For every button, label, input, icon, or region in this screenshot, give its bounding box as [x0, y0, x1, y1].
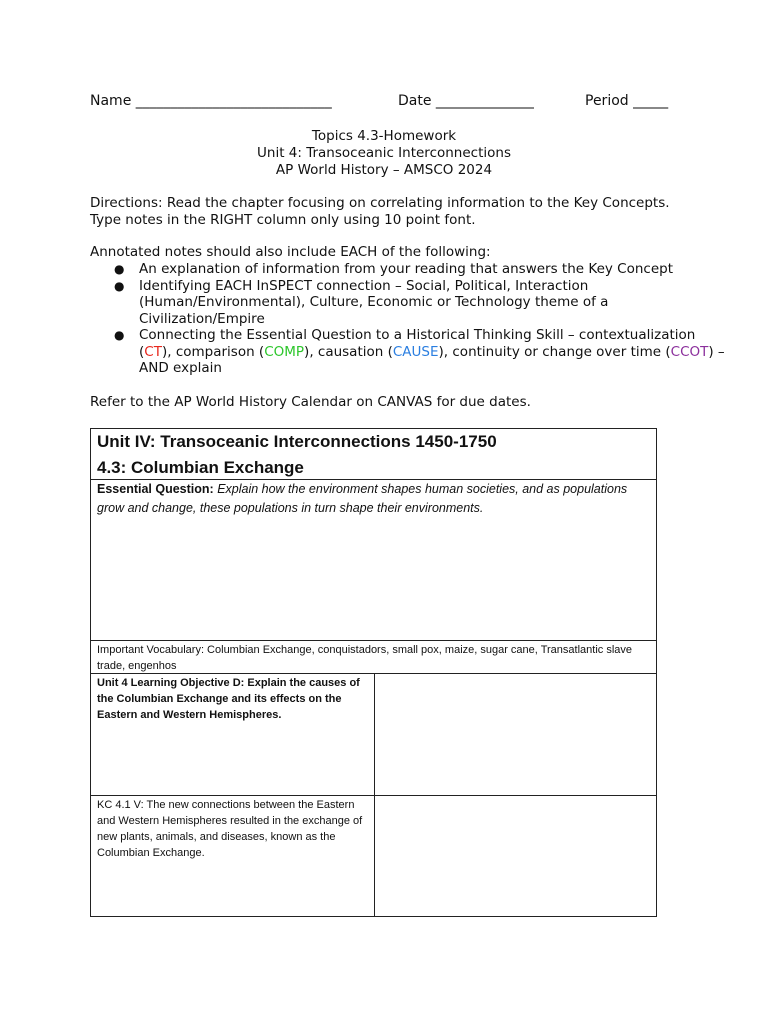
- key-concept-notes[interactable]: [380, 797, 652, 915]
- bullet-3-part-1: Connecting the Essential Question to a Historical Thinking Skill – contextualization (: [139, 327, 696, 360]
- date-label: Date: [398, 93, 432, 109]
- calendar-note: Refer to the AP World History Calendar on CANVAS for due dates.: [90, 394, 531, 410]
- period-blank[interactable]: _____: [633, 93, 669, 109]
- name-field[interactable]: [90, 92, 332, 110]
- eq-text: Explain how the environment shapes human societies, and as populations grow and change, these populations in turn shape their environments.: [97, 482, 628, 515]
- bullet-3-part-3: ), causation (: [304, 343, 393, 360]
- period-field[interactable]: [585, 92, 668, 110]
- bullet-text-1: An explanation of information from your reading that answers the Key Concept: [139, 261, 673, 277]
- bullet-3-part-4: ), continuity or change over time (: [438, 343, 671, 360]
- title-line-2: Unit 4: Transoceanic Interconnections: [257, 145, 511, 161]
- row-divider: [91, 640, 656, 641]
- date-field[interactable]: [398, 92, 534, 110]
- key-concept: KC 4.1 V: The new connections between the Eastern and Western Hemispheres resulted in the exchange of new plants, animals, and diseases, known as the Columbian Exchange.: [97, 799, 363, 859]
- bullet-text-3: [139, 327, 725, 376]
- vocabulary-row: Important Vocabulary: Columbian Exchange, conquistadors, small pox, maize, sugar cane, Transatlantic slave trade, engenhos: [97, 644, 632, 672]
- learning-objective: Unit 4 Learning Objective D: Explain the causes of the Columbian Exchange and its effects on the Eastern and Western Hemispheres.: [97, 677, 360, 721]
- period-label: Period: [585, 93, 629, 109]
- list-item: ● An explanation of information from your reading that answers the Key Concept: [114, 261, 673, 277]
- eq-notes-area[interactable]: [97, 521, 650, 637]
- topic-title: 4.3: Columbian Exchange: [97, 458, 304, 477]
- ct-tag: CT: [144, 343, 162, 360]
- ccot-tag: CCOT: [670, 343, 709, 360]
- bullet-3-part-2: ), comparison (: [161, 343, 265, 360]
- requirements-list: [90, 261, 729, 377]
- comp-tag: COMP: [264, 343, 305, 360]
- title-line-3: AP World History – AMSCO 2024: [275, 162, 493, 178]
- directions-text: Directions: Read the chapter focusing on correlating information to the Key Concepts. Type notes in the RIGHT column only using 10 point font.: [90, 195, 670, 228]
- date-blank[interactable]: ______________: [435, 93, 534, 109]
- list-item: ● Connecting the Essential Question to a Historical Thinking Skill – contextualization (CT), comparison (COMP), causation (CAUSE), continuity or change over time (CCOT) – AND explain: [114, 327, 725, 376]
- learning-objective-notes[interactable]: [380, 675, 652, 793]
- column-divider: [374, 673, 375, 916]
- bullet-3-part-5: ) – AND explain: [139, 343, 725, 376]
- essential-question: [97, 480, 650, 517]
- annotated-intro: Annotated notes should also include EACH of the following:: [90, 244, 491, 260]
- bullet-text-2: Identifying EACH InSPECT connection – Social, Political, Interaction (Human/Environmental), Culture, Economic or Technology theme of a Civilization/Empire: [139, 277, 609, 327]
- name-label: Name: [90, 93, 132, 109]
- cause-tag: CAUSE: [392, 343, 439, 360]
- eq-label: Essential Question:: [97, 482, 214, 496]
- name-blank[interactable]: ____________________________: [135, 93, 332, 109]
- notes-table: [90, 428, 657, 917]
- list-item: ● Identifying EACH InSPECT connection – Social, Political, Interaction (Human/Environmental), Culture, Economic or Technology theme of a Civilization/Empire: [114, 277, 609, 327]
- unit-title: Unit IV: Transoceanic Interconnections 1450-1750: [97, 432, 497, 451]
- title-line-1: Topics 4.3-Homework: [311, 128, 457, 144]
